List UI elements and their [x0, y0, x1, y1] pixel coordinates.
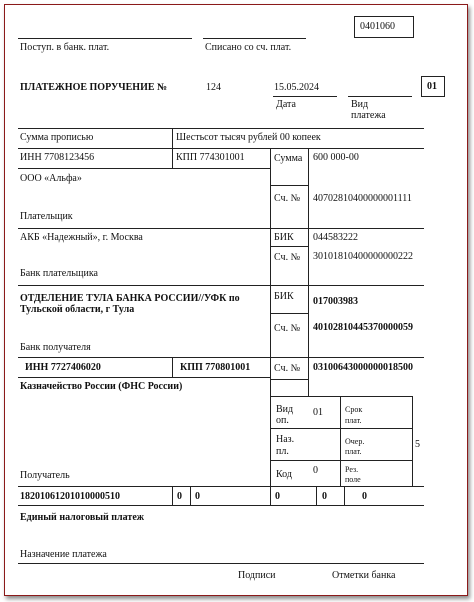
tax-divider-5: [344, 486, 345, 505]
value-column-divider: [308, 148, 309, 396]
document-title: ПЛАТЕЖНОЕ ПОРУЧЕНИЕ №: [20, 82, 168, 93]
payer-bank-bik: 044583222: [313, 232, 358, 243]
reserve-label-1: Рез.: [345, 465, 359, 474]
tax-divider-2: [190, 486, 191, 505]
payment-sum: 600 000-00: [313, 152, 359, 163]
op-type-value: 01: [313, 407, 323, 418]
order-date: 15.05.2024: [274, 82, 319, 93]
payer-top-line: [18, 148, 424, 149]
payee-kpp: КПП 770801001: [180, 362, 251, 373]
payee-bank-bik-label: БИК: [274, 291, 294, 302]
payer-bank-account-label: Сч. №: [274, 252, 301, 263]
amount-words-divider: [172, 128, 173, 148]
purpose-code-label-2: пл.: [276, 446, 289, 457]
okud-code: 0401060: [360, 21, 395, 32]
payment-type-label-2: платежа: [351, 110, 386, 121]
codes-top-line: [270, 396, 412, 397]
order-number: 124: [206, 82, 221, 93]
payment-purpose-label: Назначение платежа: [20, 549, 107, 560]
status-code: 01: [427, 81, 437, 92]
payee-bank-top-line: [18, 285, 424, 286]
tax-row-top-line: [18, 486, 424, 487]
debited-label: Списано со сч. плат.: [205, 42, 292, 53]
payee-bank-name-line1: ОТДЕЛЕНИЕ ТУЛА БАНКА РОССИИ//УФК по: [20, 293, 240, 304]
payment-type-label-1: Вид: [351, 99, 369, 110]
payer-name: ООО «Альфа»: [20, 173, 82, 184]
payer-label: Плательщик: [20, 211, 73, 222]
amount-words-label: Сумма прописью: [20, 132, 94, 143]
purpose-code-label-1: Наз.: [276, 434, 295, 445]
tax-field-1: 0: [177, 491, 182, 502]
payee-bank-account-label: Сч. №: [274, 323, 301, 334]
tax-divider-1: [172, 486, 173, 505]
payee-bank-bik: 017003983: [313, 296, 358, 307]
received-line: [18, 38, 192, 39]
op-type-label-2: оп.: [276, 415, 289, 426]
payee-bank-name-line2: Тульской области, г Тула: [20, 304, 135, 315]
payer-bank-top-line: [18, 228, 424, 229]
code-label: Код: [276, 469, 292, 480]
received-label: Поступ. в банк. плат.: [20, 42, 110, 53]
payee-account-bottom-line: [270, 379, 308, 380]
op-type-label-1: Вид: [276, 404, 294, 415]
right-column-divider: [270, 148, 271, 486]
code-value: 0: [313, 465, 318, 476]
payer-inn-bottom-line: [18, 168, 270, 169]
debited-line: [203, 38, 306, 39]
order-value: 5: [415, 439, 420, 450]
sum-bottom-line: [270, 185, 308, 186]
tax-field-2: 0: [195, 491, 200, 502]
order-label-2: плат.: [345, 447, 362, 456]
payment-purpose: Единый налоговый платеж: [20, 512, 145, 523]
payee-inn-bottom-line: [18, 377, 270, 378]
payee-inn: ИНН 7727406020: [25, 362, 101, 373]
payer-inn: ИНН 7708123456: [20, 152, 95, 163]
order-label-1: Очер.: [345, 437, 365, 446]
reserve-label-2: поле: [345, 475, 361, 484]
kbk-code: 18201061201010000510: [20, 491, 120, 502]
amount-words: Шестьсот тысяч рублей 00 копеек: [176, 132, 321, 143]
tax-row-bottom-line: [18, 505, 424, 506]
purpose-bottom-line: [18, 563, 424, 564]
term-label-2: плат.: [345, 416, 362, 425]
payer-kpp: КПП 774301001: [176, 152, 245, 163]
payee-inn-divider: [172, 357, 173, 377]
payer-bank-label: Банк плательщика: [20, 268, 98, 279]
codes-mid-line-1: [270, 428, 412, 429]
bank-marks-label: Отметки банка: [332, 570, 396, 581]
payer-bank-account: 30101810400000000222: [313, 251, 413, 262]
sum-label: Сумма: [274, 153, 303, 164]
table-top-line: [18, 128, 424, 129]
payee-name: Казначейство России (ФНС России): [20, 381, 183, 392]
payer-bank-bik-bottom-line: [270, 246, 308, 247]
payee-bank-label: Банк получателя: [20, 342, 91, 353]
payment-type-line: [348, 96, 412, 97]
tax-divider-3: [270, 486, 271, 505]
codes-mid-line-2: [270, 460, 412, 461]
codes-divider-2: [412, 396, 413, 486]
payee-top-line: [18, 357, 424, 358]
date-label: Дата: [276, 99, 296, 110]
tax-divider-4: [316, 486, 317, 505]
payer-bank-bik-label: БИК: [274, 232, 294, 243]
tax-field-3: 0: [275, 491, 280, 502]
signatures-label: Подписи: [238, 570, 276, 581]
tax-field-4: 0: [322, 491, 327, 502]
tax-field-5: 0: [362, 491, 367, 502]
payee-account: 03100643000000018500: [313, 362, 413, 373]
payee-bank-account: 40102810445370000059: [313, 322, 413, 333]
payee-bank-bik-bottom-line: [270, 313, 308, 314]
codes-divider-1: [340, 396, 341, 486]
payer-account: 40702810400000001111: [313, 193, 412, 204]
payer-bank-name: АКБ «Надежный», г. Москва: [20, 232, 143, 243]
term-label-1: Срок: [345, 405, 363, 414]
payee-label: Получатель: [20, 470, 70, 481]
payee-account-label: Сч. №: [274, 363, 301, 374]
date-line: [273, 96, 337, 97]
payer-inn-divider: [172, 148, 173, 168]
payer-account-label: Сч. №: [274, 193, 301, 204]
